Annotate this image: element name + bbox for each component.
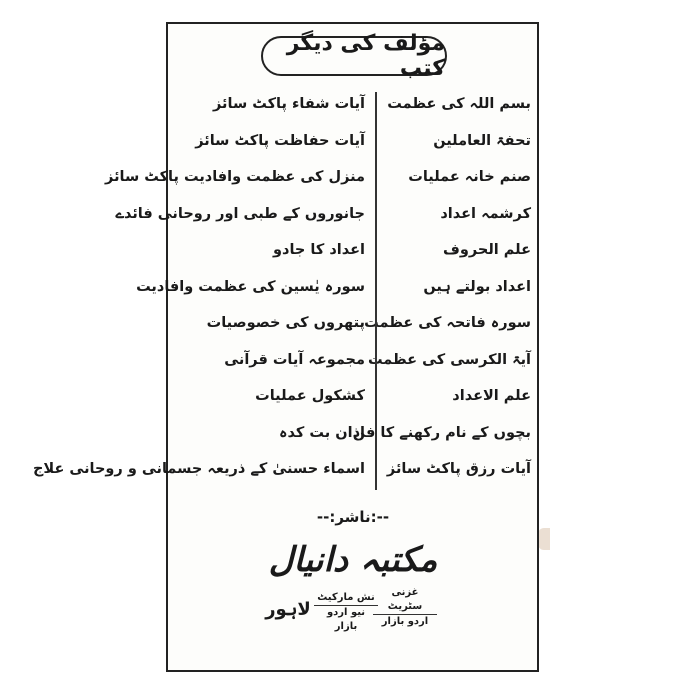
list-item: منزل کی عظمت وافادیت پاکٹ سائز: [105, 169, 365, 185]
address-line: نیو اردو بازار: [314, 605, 378, 634]
publisher-label: --:ناشر:--: [316, 508, 390, 526]
list-item: پتھروں کی خصوصیات: [206, 315, 365, 331]
publisher-logo: مکتبہ دانیال: [268, 540, 438, 580]
book-list-left: [32, 86, 365, 488]
publisher-city: لاہور: [265, 599, 311, 620]
list-item: اعداد بولتے ہیں: [423, 278, 531, 295]
book-list-frame: [32, 22, 539, 672]
address-line: غزنی سٹریٹ: [387, 587, 423, 612]
address-line: اردو بازار: [373, 614, 437, 629]
list-item: کرشمہ اعداد: [440, 205, 531, 222]
list-item: اذان بت کدہ: [279, 424, 365, 441]
list-item: بسم اللہ کی عظمت: [387, 96, 531, 112]
list-item: آیۃ الکرسی کی عظمت: [367, 351, 531, 368]
list-item: علم الحروف: [443, 242, 531, 258]
publisher-address-2: [314, 591, 378, 634]
list-item: سورہ فاتحہ کی عظمت: [364, 315, 531, 331]
list-item: آیات رزق پاکٹ سائز: [386, 461, 531, 477]
list-item: صنم خانہ عملیات: [408, 169, 531, 185]
list-item: جانوروں کے طبی اور روحانی فائدے: [115, 205, 365, 222]
list-item: آیات شفاء پاکٹ سائز: [213, 96, 365, 112]
list-item: آیات حفاظت پاکٹ سائز: [195, 132, 365, 149]
address-line: نش مارکیٹ: [317, 592, 375, 603]
column-divider: [375, 92, 377, 490]
list-item: تحفۃ العاملین: [433, 132, 531, 149]
publisher-address-1: [373, 586, 437, 629]
page-edge-shadow: [538, 528, 550, 550]
list-item: کشکول عملیات: [255, 388, 365, 404]
list-item: سورہ یٰسین کی عظمت وافادیت: [136, 278, 365, 295]
list-item: اسماء حسنیٰ کے ذریعہ جسمانی و روحانی علاج: [32, 461, 365, 477]
list-item: مجموعہ آیات قرآنی: [224, 351, 365, 368]
list-item: بچوں کے نام رکھنے کا فن: [352, 424, 531, 441]
list-item: علم الاعداد: [452, 388, 531, 404]
list-item: اعداد کا جادو: [273, 242, 365, 258]
page-title: مؤلف کی دیگر کتب: [261, 36, 447, 76]
book-list-right: [352, 86, 531, 488]
